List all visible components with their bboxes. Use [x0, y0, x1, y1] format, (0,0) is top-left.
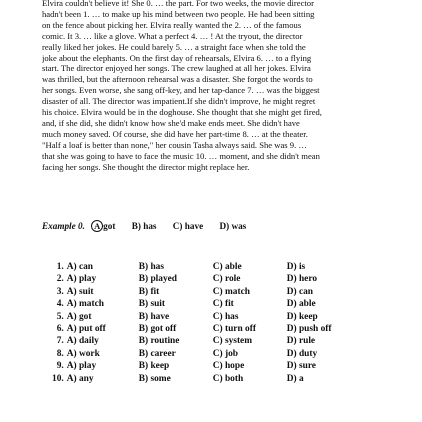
answer-option-b[interactable]: B) routine [138, 336, 180, 347]
answer-option-d[interactable]: D) a [286, 373, 304, 384]
option-letter: C) [172, 221, 183, 231]
passage-line: start. The director enjoyed her songs. The crew laughed at all her jokes. Elvira [42, 63, 311, 74]
question-row [52, 274, 357, 286]
question-number: 9. [56, 361, 64, 372]
answer-option-d[interactable]: D) can [286, 286, 314, 297]
question-number: 1. [56, 262, 64, 272]
answer-option-a[interactable]: A) any [66, 373, 94, 384]
passage-line: much money saved. Of course, she did have her part-time 8. … at the theater. [42, 128, 308, 139]
answer-option-d[interactable]: D) keep [286, 311, 318, 322]
example-option-text: got [103, 221, 116, 231]
answer-option-b[interactable]: B) have [138, 311, 170, 322]
answer-option-d[interactable]: D) hero [286, 274, 318, 285]
answer-option-a[interactable]: A) match [66, 299, 104, 310]
reading-passage [42, 0, 390, 173]
option-text: have [184, 221, 204, 231]
option-text: was [231, 221, 247, 231]
example-option-c [173, 221, 203, 231]
answer-option-d[interactable]: D) rule [286, 336, 316, 347]
answer-option-d[interactable]: D) able [286, 299, 316, 310]
passage-line: "Half a loaf is better than none," her cousin Tasha always said. She was 9. … [42, 139, 307, 150]
answer-option-a[interactable]: A) suit [66, 286, 94, 297]
option-text: has [143, 221, 157, 231]
answer-option-b[interactable]: B) got off [138, 323, 177, 334]
passage-line: on the fence about picking her. Elvira really wanted the 2. … of the famous [42, 19, 302, 30]
question-number: 8. [56, 348, 64, 359]
passage-line: and, if she did, she didn't know how she'd make ends meet. She didn't have [42, 117, 300, 128]
question-number: 5. [56, 311, 64, 322]
question-row [52, 262, 357, 274]
option-letter: B) [131, 221, 141, 231]
passage-line: her songs. Even worse, she sang off-key, and her tap-dance 7. … was the biggest [42, 85, 320, 96]
answer-option-d[interactable]: D) sure [286, 361, 316, 372]
answer-option-c[interactable]: C) job [212, 348, 238, 359]
answer-option-b[interactable]: B) played [138, 274, 178, 285]
passage-line: hadn't been 1. … to make up his mind between two people. He had been sitting [42, 8, 315, 19]
selected-answer-circle: A [91, 220, 103, 232]
question-number: 2. [56, 274, 64, 285]
passage-line: comic. It 3. … like a glove. What a perfect 4. … ! At the tryout, the director [42, 30, 303, 41]
answer-option-c[interactable]: C) system [212, 336, 253, 347]
question-row [52, 336, 357, 348]
passage-line: Elvira couldn't believe it! She 0. … the part. For two weeks, the movie director [42, 0, 314, 8]
answer-option-b[interactable]: B) suit [138, 299, 166, 310]
passage-line: was thrilled, but the afternoon rehearsal was a disaster. She forgot the words to [42, 74, 313, 85]
answer-option-c[interactable]: C) able [212, 262, 242, 272]
example-row [42, 220, 246, 232]
answer-option-c[interactable]: C) hope [212, 361, 245, 372]
answer-option-b[interactable]: B) has [138, 262, 164, 272]
question-row [52, 312, 357, 324]
answer-options-table [52, 262, 357, 386]
example-option-b [132, 221, 157, 231]
answer-option-b[interactable]: B) career [138, 348, 176, 359]
passage-line: really liked her jokes. He could barely 5. … a straight face when she told the [42, 41, 306, 52]
question-row [52, 349, 357, 361]
answer-option-a[interactable]: A) play [66, 274, 97, 285]
answer-option-d[interactable]: D) push off [286, 323, 332, 334]
answer-option-c[interactable]: C) has [212, 311, 239, 322]
answer-option-a[interactable]: A) put off [66, 323, 106, 334]
question-row [52, 299, 357, 311]
answer-option-a[interactable]: A) work [66, 348, 100, 359]
answer-option-d[interactable]: D) is [286, 262, 306, 272]
option-letter: D) [219, 221, 230, 231]
passage-line: facing her songs. She thought the director might replace her. [42, 161, 250, 172]
passage-line: that she was going to have to face the music 10. … moment, and she didn't mean [42, 150, 320, 161]
answer-option-b[interactable]: B) fit [138, 286, 160, 297]
answer-option-a[interactable]: A) got [66, 311, 92, 322]
answer-option-a[interactable]: A) play [66, 361, 97, 372]
answer-option-c[interactable]: C) match [212, 286, 250, 297]
example-option-d [219, 221, 246, 231]
answer-option-c[interactable]: C) role [212, 274, 241, 285]
answer-option-b[interactable]: B) keep [138, 361, 170, 372]
question-number: 7. [56, 336, 64, 347]
answer-option-a[interactable]: A) daily [66, 336, 99, 347]
question-number: 10. [52, 373, 64, 384]
question-number: 4. [56, 299, 64, 310]
answer-option-c[interactable]: C) fit [212, 299, 234, 310]
question-row [52, 374, 357, 386]
question-number: 6. [56, 323, 64, 334]
question-row [52, 361, 357, 373]
example-label: Example 0. [42, 221, 85, 231]
passage-line: his choice. Elvira would be in the doghouse. She thought that she might get fired, [42, 107, 322, 118]
question-row [52, 287, 357, 299]
passage-line: joke about the elephants. On the first day of rehearsals, Elvira 6. … to a flying [42, 52, 312, 63]
answer-option-c[interactable]: C) turn off [212, 323, 256, 334]
answer-option-c[interactable]: C) both [212, 373, 244, 384]
passage-line: disaster of all. The director was impatient.If she didn't improve, he might regret [42, 96, 316, 107]
answer-option-d[interactable]: D) duty [286, 348, 318, 359]
question-number: 3. [56, 286, 64, 297]
answer-option-a[interactable]: A) can [66, 262, 94, 272]
question-row [52, 324, 357, 336]
answer-option-b[interactable]: B) some [138, 373, 171, 384]
example-option-a [91, 221, 115, 231]
